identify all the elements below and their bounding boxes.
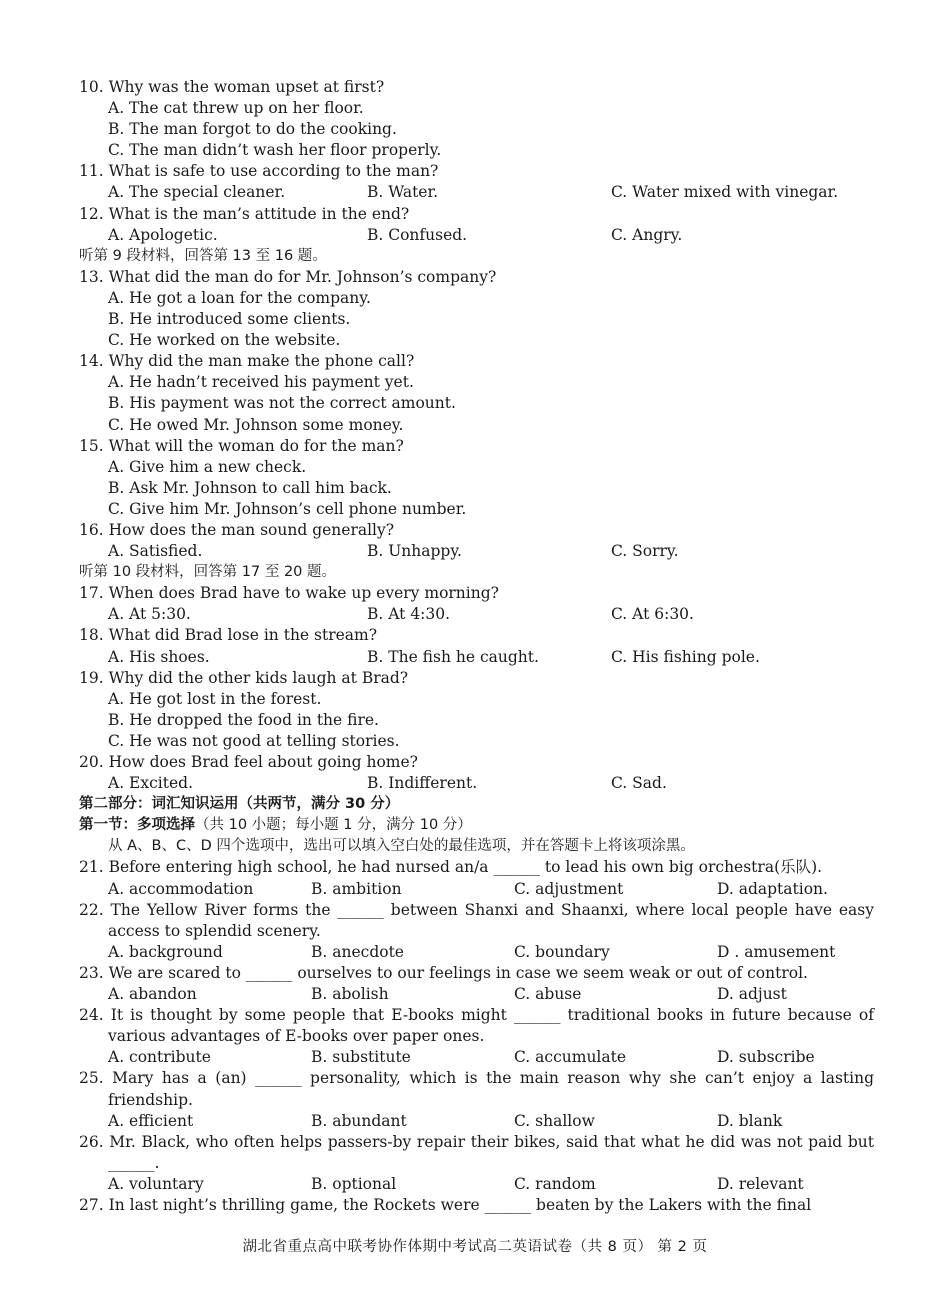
options-row <box>79 1174 874 1195</box>
question-stem: 19. Why did the other kids laugh at Brad? <box>79 668 409 687</box>
question-21 <box>79 857 874 899</box>
option-b: B. abolish <box>311 985 389 1004</box>
question-stem: 23. We are scared to ______ ourselves to our feelings in case we seem weak or out of control. <box>79 963 808 982</box>
option-b: B. Confused. <box>367 225 468 244</box>
option-a: A. The special cleaner. <box>108 183 286 202</box>
question-20 <box>79 752 874 794</box>
option-c: C. He was not good at telling stories. <box>108 731 400 750</box>
option-b: B. The man forgot to do the cooking. <box>108 120 397 139</box>
option-a: A. Excited. <box>108 774 193 793</box>
option-b: B. optional <box>311 1174 397 1193</box>
option-b: B. His payment was not the correct amount. <box>108 394 456 413</box>
option-b: B. anecdote <box>311 942 404 961</box>
options-row <box>79 604 874 625</box>
question-stem: 24. It is thought by some people that E-books might ______ traditional books in future because of various advantages of E-books over paper ones. <box>79 1006 874 1046</box>
option-c: C. Sorry. <box>611 542 679 561</box>
option-a: A. The cat threw up on her floor. <box>108 99 364 118</box>
option-b: B. At 4:30. <box>367 605 451 624</box>
options-row <box>79 879 874 900</box>
option-d: D. adaptation. <box>717 879 828 898</box>
option-a: A. Apologetic. <box>108 225 218 244</box>
question-stem: 17. When does Brad have to wake up every morning? <box>79 584 499 603</box>
question-stem: 15. What will the woman do for the man? <box>79 436 404 455</box>
options-row <box>79 773 874 794</box>
option-a: A. contribute <box>108 1048 211 1067</box>
section-9-heading: 听第 9 段材料，回答第 13 至 16 题。 <box>79 247 327 264</box>
question-stem: 25. Mary has a (an) ______ personality, which is the main reason why she can’t enjoy a lasting friendship. <box>79 1069 874 1109</box>
question-10 <box>79 77 874 161</box>
option-a: A. He hadn’t received his payment yet. <box>108 373 414 392</box>
option-a: A. background <box>108 942 223 961</box>
page-footer: 湖北省重点高中联考协作体期中考试高二英语试卷（共 8 页） 第 2 页 <box>242 1239 708 1255</box>
section-1-detail: （共 10 小题；每小题 1 分，满分 10 分） <box>195 817 472 834</box>
question-stem: 10. Why was the woman upset at first? <box>79 78 385 96</box>
question-stem: 20. How does Brad feel about going home? <box>79 753 418 771</box>
option-a: A. efficient <box>108 1111 194 1130</box>
option-a: A. Satisfied. <box>108 542 203 561</box>
question-13 <box>79 267 874 351</box>
option-c: C. The man didn’t wash her floor properly. <box>108 141 442 160</box>
option-c: C. He worked on the website. <box>108 331 341 350</box>
option-c: C. Angry. <box>611 225 683 244</box>
question-27 <box>79 1195 874 1216</box>
options-row <box>79 225 874 246</box>
option-c: C. Give him Mr. Johnson’s cell phone number. <box>108 499 467 518</box>
options-row <box>79 182 874 203</box>
option-c: C. Water mixed with vinegar. <box>611 183 839 202</box>
question-stem: 14. Why did the man make the phone call? <box>79 352 415 371</box>
section-1-title: 第一节：多项选择 <box>79 817 195 834</box>
option-d: D . amusement <box>717 942 836 961</box>
option-b: B. He dropped the food in the fire. <box>108 710 379 729</box>
question-stem: 12. What is the man’s attitude in the end? <box>79 204 410 223</box>
options-row <box>79 647 874 668</box>
options-row <box>79 984 874 1005</box>
option-d: D. adjust <box>717 985 787 1004</box>
option-a: A. voluntary <box>108 1174 204 1193</box>
question-25 <box>79 1068 874 1131</box>
option-c: C. Sad. <box>611 774 667 793</box>
option-b: B. Unhappy. <box>367 542 462 561</box>
option-a: A. accommodation <box>108 879 254 898</box>
question-stem: 27. In last night’s thrilling game, the Rockets were ______ beaten by the Lakers with the final <box>79 1195 812 1214</box>
option-b: B. abundant <box>311 1111 407 1130</box>
options-row <box>79 1047 874 1068</box>
option-b: B. Ask Mr. Johnson to call him back. <box>108 478 392 497</box>
option-c: C. His fishing pole. <box>611 647 760 666</box>
question-19 <box>79 668 874 752</box>
option-d: D. blank <box>717 1111 783 1130</box>
question-14 <box>79 351 874 435</box>
question-stem: 26. Mr. Black, who often helps passers-by repair their bikes, said that what he did was not paid but ______. <box>79 1132 874 1172</box>
option-a: A. He got lost in the forest. <box>108 689 322 708</box>
question-stem: 13. What did the man do for Mr. Johnson’s company? <box>79 267 497 286</box>
question-15 <box>79 436 874 520</box>
options-row <box>79 942 874 963</box>
option-b: B. The fish he caught. <box>367 647 539 666</box>
part-2-title: 第二部分：词汇知识运用（共两节，满分 30 分） <box>79 796 400 813</box>
question-11 <box>79 161 874 203</box>
option-d: D. subscribe <box>717 1048 815 1067</box>
option-a: A. He got a loan for the company. <box>108 288 371 307</box>
section-1-heading <box>79 815 874 836</box>
option-c: C. He owed Mr. Johnson some money. <box>108 415 404 434</box>
question-24 <box>79 1005 874 1068</box>
option-c: C. boundary <box>514 942 610 961</box>
question-16 <box>79 520 874 562</box>
option-c: C. shallow <box>514 1111 595 1130</box>
section-instruction: 从 A、B、C、D 四个选项中，选出可以填入空白处的最佳选项，并在答题卡上将该项涂黑。 <box>108 838 695 855</box>
question-17 <box>79 583 874 625</box>
option-b: B. He introduced some clients. <box>108 310 351 329</box>
option-a: A. At 5:30. <box>108 605 191 624</box>
option-c: C. adjustment <box>514 879 624 898</box>
question-18 <box>79 625 874 667</box>
option-c: C. At 6:30. <box>611 605 694 624</box>
question-23 <box>79 963 874 1005</box>
section-10-heading: 听第 10 段材料，回答第 17 至 20 题。 <box>79 564 337 581</box>
options-row <box>79 541 874 562</box>
option-c: C. abuse <box>514 985 582 1004</box>
options-row <box>79 1111 874 1132</box>
question-stem: 18. What did Brad lose in the stream? <box>79 626 378 645</box>
question-stem: 22. The Yellow River forms the ______ between Shanxi and Shaanxi, where local people have easy access to splendid scenery. <box>79 900 874 940</box>
question-stem: 21. Before entering high school, he had nursed an/a ______ to lead his own big orchestra(乐队). <box>79 858 823 877</box>
option-c: C. accumulate <box>514 1048 627 1067</box>
option-d: D. relevant <box>717 1174 804 1193</box>
question-22 <box>79 900 874 963</box>
option-b: B. Water. <box>367 183 439 202</box>
option-a: A. Give him a new check. <box>108 457 307 476</box>
option-b: B. substitute <box>311 1048 411 1067</box>
option-b: B. ambition <box>311 879 402 898</box>
question-26 <box>79 1132 874 1195</box>
question-stem: 16. How does the man sound generally? <box>79 520 395 539</box>
option-a: A. abandon <box>108 985 197 1004</box>
option-a: A. His shoes. <box>108 647 210 666</box>
question-12 <box>79 204 874 246</box>
question-stem: 11. What is safe to use according to the man? <box>79 162 439 181</box>
option-c: C. random <box>514 1174 596 1193</box>
option-b: B. Indifferent. <box>367 774 478 793</box>
